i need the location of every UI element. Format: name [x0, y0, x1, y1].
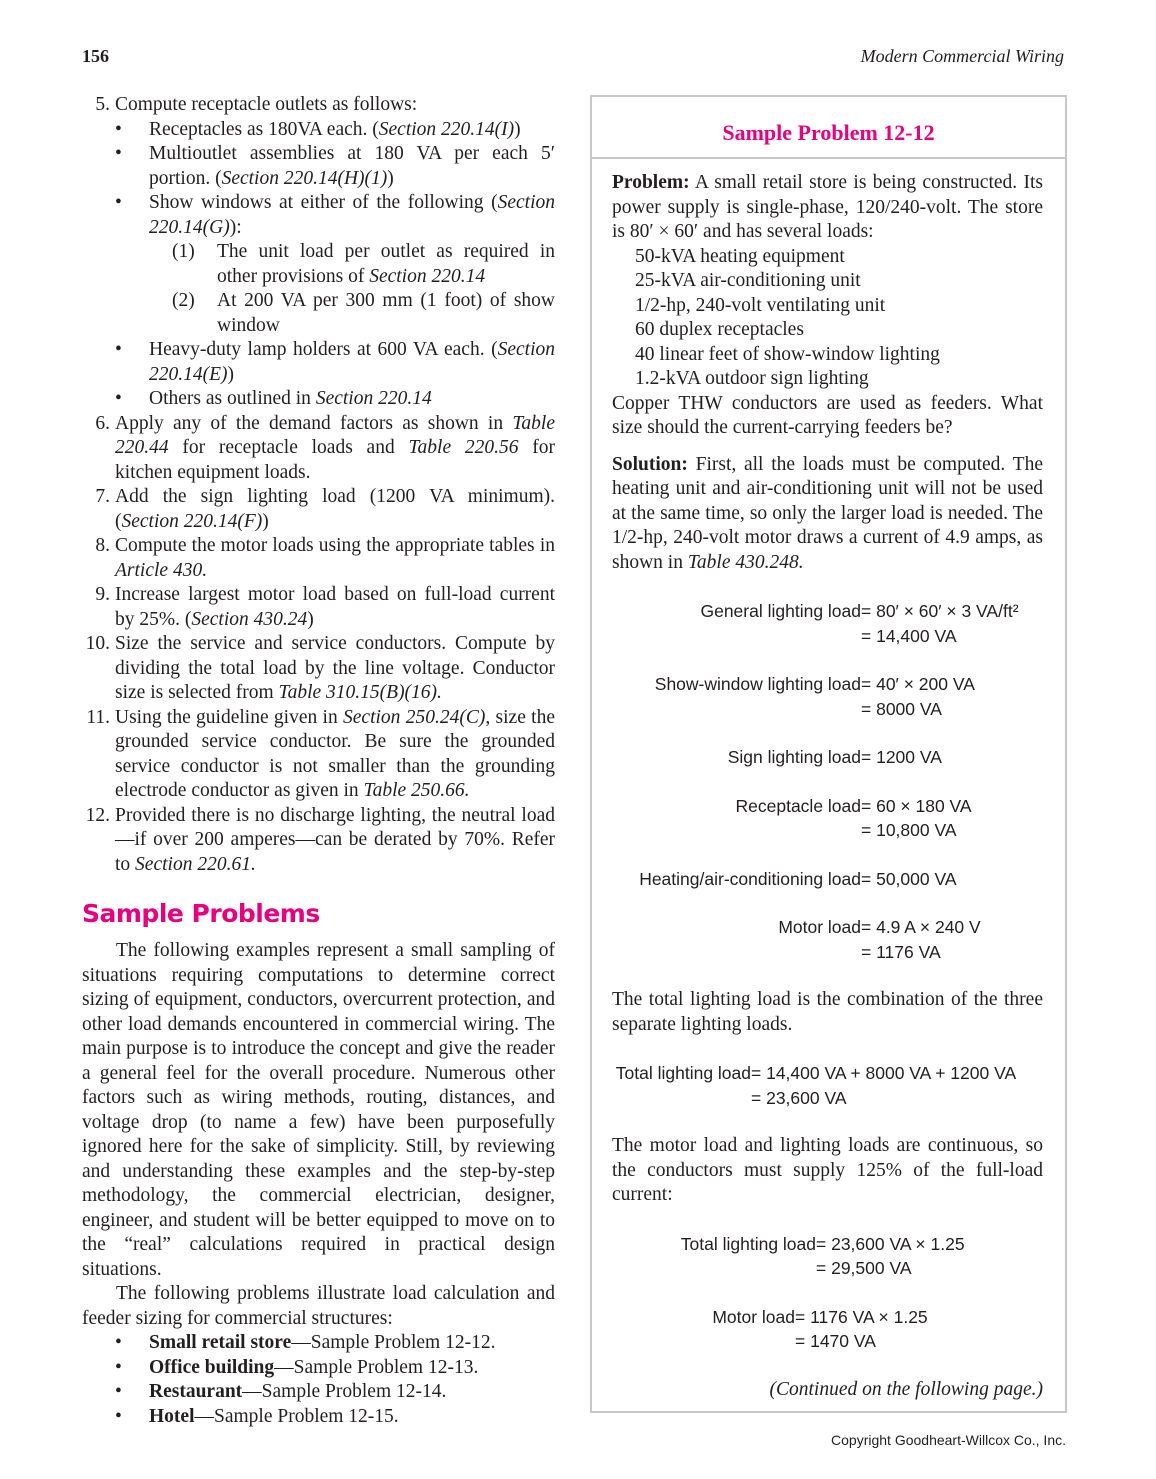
equation-rhs: = 1176 VA [861, 941, 941, 962]
text-segment: Section 220.14(I) [378, 118, 515, 140]
equation [612, 1232, 1043, 1281]
sub-item [82, 240, 555, 289]
problem-label: Problem: [612, 172, 690, 193]
equation-lhs: Sign lighting load [727, 747, 861, 767]
continued-note: (Continued on the following page.) [769, 1378, 1043, 1400]
item-number: 8. [95, 535, 110, 556]
equation-rhs: = 14,400 VA [861, 625, 957, 646]
bullet-icon: • [115, 192, 122, 213]
equation-lhs [612, 697, 861, 722]
equation-rhs: = 10,800 VA [861, 820, 957, 840]
text-segment: ) [387, 167, 394, 189]
equation-rhs: = 14,400 VA + 8000 VA + 1200 VA [751, 1063, 1017, 1083]
bullet-item [82, 387, 555, 412]
equation [612, 915, 1043, 964]
equation-lhs [606, 1086, 751, 1111]
equation-lhs: Motor load [778, 917, 861, 937]
text-segment: Section 220.14 [315, 388, 432, 409]
load-item: 1/2-hp, 240-volt ventilating unit [635, 294, 886, 316]
list-item [82, 412, 555, 486]
solution-ref: Table 430.248. [687, 551, 804, 573]
item-number: 7. [95, 486, 110, 507]
equation-rhs: = 23,600 VA × 1.25 [816, 1233, 965, 1254]
problems-paragraph: The following problems illustrate load calculation and feeder sizing for commercial structures: [82, 1283, 555, 1329]
text-segment: Table 310.15(B)(16). [278, 682, 442, 703]
equation-rhs: = 1176 VA × 1.25 [795, 1306, 928, 1327]
equation [612, 867, 1043, 892]
equation-rhs: = 4.9 A × 240 V [861, 917, 981, 937]
text-segment: Table 220.56 [408, 437, 519, 458]
bullet-item [82, 338, 555, 387]
load-item: 50-kVA heating equipment [635, 245, 845, 267]
equation-rhs: = 29,500 VA [816, 1258, 912, 1278]
equation-lhs: Show-window lighting load [654, 674, 861, 694]
section-heading: Sample Problems [82, 899, 320, 928]
problem-statement [612, 171, 1043, 245]
steps-list [82, 93, 555, 877]
equation-rhs: = 50,000 VA [861, 868, 957, 889]
text-segment: Increase largest motor load based on full-load current by 25%. ( [115, 584, 555, 630]
bullet-icon: • [115, 1332, 122, 1353]
text-segment: , size the grounded service conductor. Be sure the grounded service conductor is not smaller than the grounding electrode conductor as given in [115, 706, 555, 801]
equation [606, 1061, 1043, 1110]
text-segment: Section 220.14(G) [149, 192, 555, 238]
item-number: 10. [85, 633, 110, 654]
problem-list-item [82, 1331, 555, 1356]
left-column [82, 93, 555, 1429]
equation-rhs: = 60 × 180 VA [861, 795, 972, 816]
text-segment: At 200 VA per 300 mm (1 foot) of show window [217, 290, 555, 336]
bullet-icon: • [115, 339, 122, 360]
list-item [82, 804, 555, 878]
list-item [82, 534, 555, 583]
equation-lhs: General lighting load [700, 601, 861, 621]
equation [612, 745, 1043, 770]
item-number: 9. [95, 584, 110, 605]
equation-lhs [612, 624, 861, 649]
text-segment: Size the service and service conductors. Compute by dividing the total load by the line voltage. Conductor size is selected from [115, 633, 555, 703]
text-segment: Section 250.24(C) [343, 706, 486, 728]
bullet-icon: • [115, 118, 122, 140]
equation-rhs: = 23,600 VA [751, 1087, 847, 1108]
item-number: 11. [86, 706, 110, 728]
text-segment: Compute the motor loads using the appropriate tables in [115, 535, 555, 556]
text-segment: ): [229, 216, 242, 238]
text-segment: Table 250.66. [363, 780, 470, 801]
bullet-item [82, 191, 555, 240]
sub-item-number: (2) [172, 290, 195, 311]
solution-label: Solution: [612, 453, 688, 475]
item-number: 12. [85, 804, 110, 826]
bullet-icon: • [115, 1405, 122, 1427]
text-segment: Section 220.14 [369, 265, 486, 287]
equation [612, 672, 1043, 721]
equation-rhs: = 1470 VA [795, 1331, 876, 1351]
text-segment: for receptacle loads and [168, 437, 409, 458]
text-segment: ) [307, 608, 314, 630]
problem-list [82, 1331, 555, 1429]
continuous-load-text: The motor load and lighting loads are continuous, so the conductors must supply 125% of the full-load current: [612, 1135, 1043, 1205]
bullet-item [82, 142, 555, 191]
equation-lhs: Heating/air-conditioning load [639, 868, 861, 889]
equation [612, 794, 1043, 843]
running-header: Modern Commercial Wiring [860, 46, 1064, 66]
text-segment: Show windows at either of the following ( [149, 192, 498, 213]
bullet-icon: • [115, 388, 122, 409]
text-segment: The unit load per outlet as required in other provisions of [217, 241, 555, 287]
equation-lhs: Receptacle load [735, 795, 861, 816]
text-segment: Using the guideline given in [115, 706, 344, 728]
text-segment: Add the sign lighting load (1200 VA minimum). ( [115, 486, 555, 532]
load-item: 25-kVA air-conditioning unit [635, 270, 861, 291]
item-number: 6. [95, 412, 110, 434]
text-segment: Section 220.14(H)(1) [221, 167, 388, 189]
text-segment: Heavy-duty lamp holders at 600 VA each. ( [149, 339, 498, 360]
text-segment: Provided there is no discharge lighting, the neutral load—if over 200 amperes—can be derated by 70%. Refer to [115, 804, 555, 875]
question-text: Copper THW conductors are used as feeders. What size should the current-carrying feeders be? [612, 392, 1043, 438]
list-item [82, 706, 555, 804]
load-item: 40 linear feet of show-window lighting [635, 343, 940, 365]
equation [612, 599, 1043, 648]
problem-ref: —Sample Problem 12-15. [194, 1405, 399, 1427]
list-item [82, 632, 555, 706]
equation-rhs: = 1200 VA [861, 747, 942, 767]
item-number: 5. [95, 94, 110, 115]
bullet-icon: • [115, 1356, 122, 1378]
equation-lhs: Total lighting load [615, 1063, 751, 1083]
problem-name: Small retail store [149, 1332, 292, 1353]
bullet-icon: • [115, 143, 122, 164]
text-segment: Table 220.44 [115, 412, 555, 458]
equation-rhs: = 80′ × 60′ × 3 VA/ft² [861, 601, 1019, 621]
equation-lhs [612, 818, 861, 843]
sample-problem-box [590, 95, 1067, 1413]
equation-lhs: Motor load [712, 1306, 795, 1327]
box-title: Sample Problem 12-12 [592, 97, 1065, 159]
page-number: 156 [82, 46, 109, 66]
list-item [82, 583, 555, 632]
load-item: 60 duplex receptacles [635, 319, 804, 340]
list-item [82, 93, 555, 118]
solution-statement [612, 453, 1043, 576]
text-segment: Section 430.24 [191, 608, 308, 630]
text-segment: Compute receptacle outlets as follows: [115, 94, 418, 115]
problem-name: Restaurant [149, 1381, 243, 1402]
sub-item-number: (1) [172, 241, 195, 262]
problem-list-item [82, 1356, 555, 1381]
text-segment: Multioutlet assemblies at 180 VA per each 5′ portion. ( [149, 143, 555, 189]
sub-item [82, 289, 555, 338]
equation-rhs: = 40′ × 200 VA [861, 674, 975, 694]
text-segment: Section 220.14(E) [149, 339, 555, 385]
text-segment: ) [227, 363, 235, 385]
text-segment: Article 430. [115, 559, 208, 581]
equation-rhs: = 8000 VA [861, 698, 942, 719]
equation-total-lighting [612, 1061, 1043, 1110]
equation-lhs: Total lighting load [680, 1233, 816, 1254]
text-segment: ) [514, 118, 521, 140]
text-segment: Section 220.61. [135, 853, 256, 875]
text-segment: Section 220.14(F) [121, 510, 263, 532]
problem-ref: —Sample Problem 12-13. [274, 1356, 479, 1378]
total-lighting-text: The total lighting load is the combination of the three separate lighting loads. [612, 989, 1043, 1035]
equation-lhs [612, 1256, 816, 1281]
text-segment: Apply any of the demand factors as shown in [115, 412, 513, 434]
equation [612, 1305, 1043, 1354]
problem-ref: —Sample Problem 12-14. [242, 1381, 447, 1402]
equations-125 [612, 1232, 1043, 1354]
equation-lhs [612, 940, 861, 965]
equations-loads [612, 599, 1043, 964]
solution-text: First, all the loads must be computed. The heating unit and air-conditioning unit will not be used at the same time, so only the larger load is needed. The 1/2-hp, 240-volt motor draws a current of 4.9 amps, as shown in [612, 453, 1043, 573]
problem-name: Hotel [149, 1405, 195, 1427]
problem-list-item [82, 1380, 555, 1405]
problem-list-item [82, 1405, 555, 1430]
equation-lhs [612, 1329, 795, 1354]
problem-name: Office building [149, 1356, 275, 1378]
problem-text: A small retail store is being constructed. Its power supply is single-phase, 120/240-volt. The store is 80′ × 60′ and has several loads: [612, 172, 1043, 242]
problem-ref: —Sample Problem 12-12. [291, 1332, 496, 1353]
loads-list [612, 245, 1043, 392]
text-segment: for kitchen equipment loads. [115, 437, 555, 483]
copyright: Copyright Goodheart-Willcox Co., Inc. [831, 1432, 1066, 1448]
list-item [82, 485, 555, 534]
text-segment: Others as outlined in [149, 388, 316, 409]
bullet-icon: • [115, 1381, 122, 1402]
text-segment: Receptacles as 180VA each. ( [149, 118, 379, 140]
intro-paragraph: The following examples represent a small sampling of situations requiring computations to determine correct sizing of equipment, conductors, overcurrent protection, and other load demands encountered in commercial wiring. The main purpose is to introduce the concept and give the reader a general feel for the overall procedure. Numerous other factors such as wiring methods, routing, distances, and voltage drop (to name a few) have been purposefully ignored here for the sake of simplicity. Still, by reviewing and understanding these examples and the step-by-step methodology, the commercial electrician, designer, engineer, and student will be better equipped to move on to the “real” calculations required in practical design situations. [82, 940, 555, 1280]
text-segment: ) [262, 510, 269, 532]
load-item: 1.2-kVA outdoor sign lighting [635, 368, 869, 389]
bullet-item [82, 118, 555, 143]
